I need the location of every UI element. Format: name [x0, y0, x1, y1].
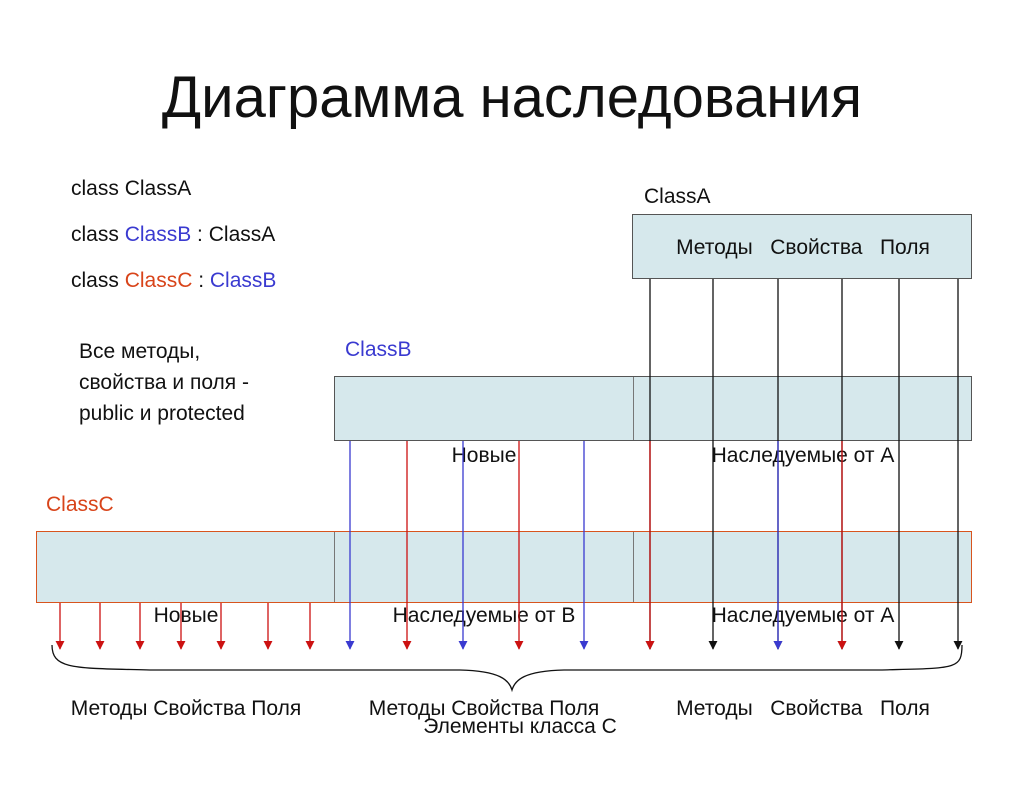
- classc-label: ClassC: [46, 493, 114, 516]
- inherit-colon: :: [191, 223, 209, 246]
- base-class-b: ClassB: [209, 269, 277, 292]
- page-title: Диаграмма наследования: [161, 65, 863, 130]
- classa-arrows: [650, 279, 958, 649]
- classb-inherited-a-header: Наследуемые от А: [711, 444, 895, 467]
- keyword-class: class: [71, 223, 125, 246]
- classc-inherited-a-members: Методы Свойства Поля: [676, 697, 930, 720]
- classc-inherited-a-header: Наследуемые от А: [711, 604, 895, 627]
- classb-inherited-arrows: [650, 441, 842, 649]
- class-name-b: ClassB: [124, 223, 192, 246]
- footer-caption: Элементы класса С: [423, 715, 617, 738]
- classb-arrows: [350, 441, 584, 649]
- classc-new-members: Методы Свойства Поля: [70, 697, 302, 720]
- keyword-class: class: [71, 269, 125, 292]
- keyword-class: class: [71, 177, 125, 200]
- classc-new-header: Новые: [153, 604, 219, 627]
- classc-inherited-b-header: Наследуемые от В: [392, 604, 576, 627]
- classb-new-header: Новые: [451, 444, 517, 467]
- base-class-a: ClassA: [208, 223, 276, 246]
- class-name-a: ClassA: [124, 177, 192, 200]
- brace: [52, 645, 962, 690]
- classb-label: ClassB: [345, 338, 412, 361]
- classa-label: ClassA: [644, 185, 711, 208]
- inherit-colon: :: [192, 269, 210, 292]
- note-line-3: public и protected: [79, 402, 245, 425]
- class-name-c: ClassC: [124, 269, 193, 292]
- note-line-1: Все методы,: [79, 340, 201, 363]
- classc-arrows: [60, 603, 310, 649]
- classc-inherited-b-members: Методы Свойства Поля: [368, 697, 600, 720]
- classa-members: Методы Свойства Поля: [676, 236, 930, 259]
- note-line-2: свойства и поля -: [79, 371, 249, 394]
